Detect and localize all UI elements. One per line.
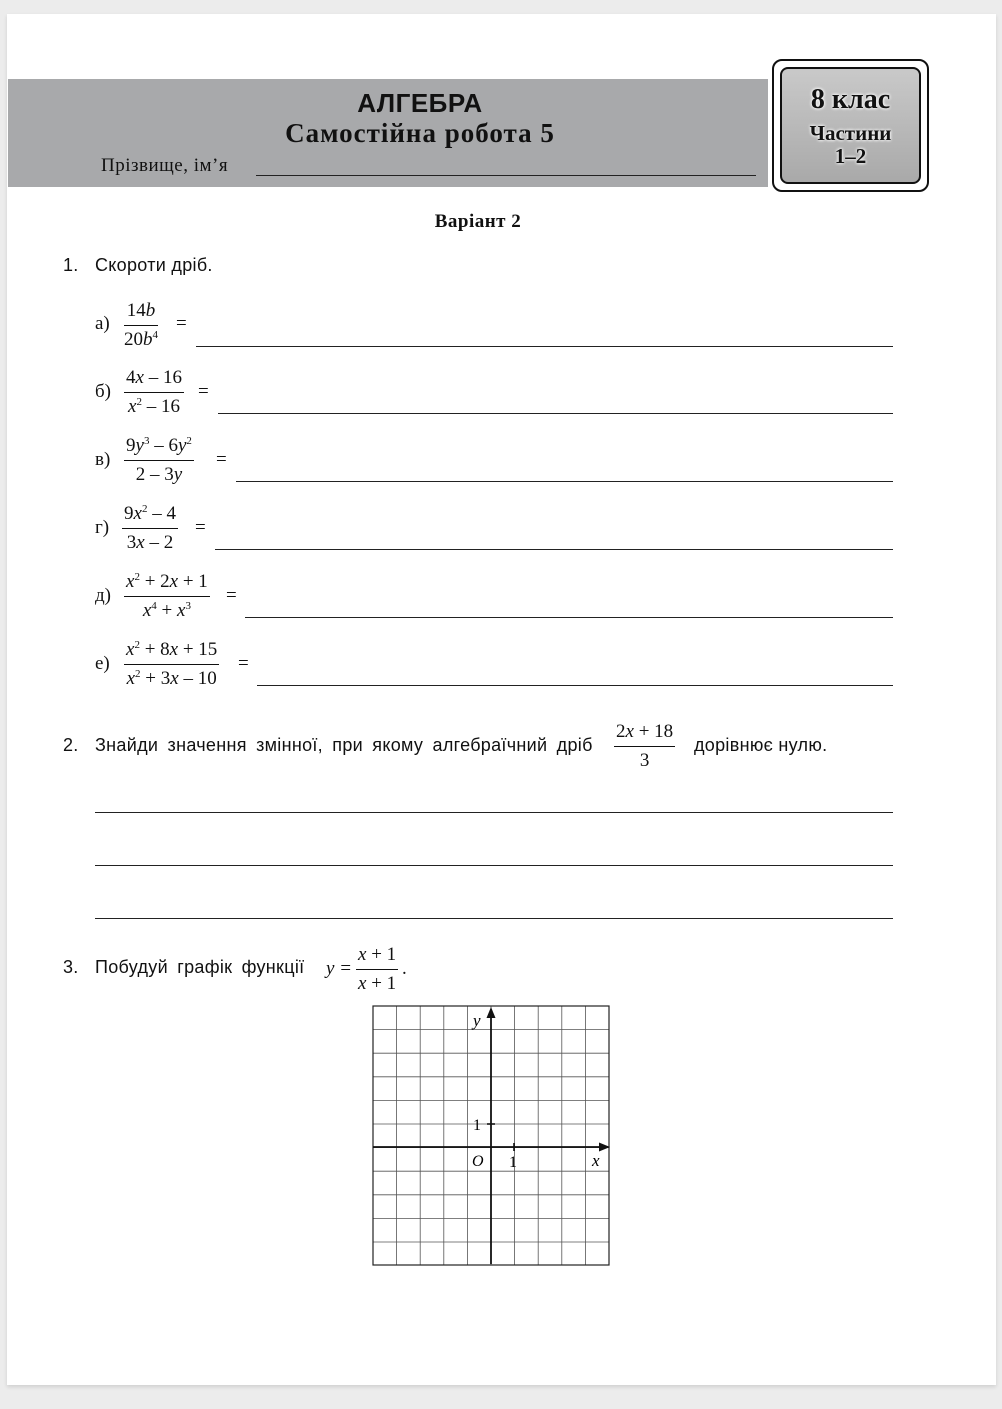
fraction-numerator: [124, 435, 194, 461]
fraction-denominator: [124, 665, 219, 690]
equals-sign: =: [198, 381, 209, 402]
equals-sign: =: [238, 653, 249, 674]
fraction-numerator: [122, 503, 178, 529]
equals-sign: =: [226, 585, 237, 606]
x-axis-arrow-icon: [599, 1143, 610, 1152]
math-expression: $x^2 + 3x - 10$: [126, 668, 217, 689]
task-1e-label: д): [95, 585, 111, 606]
math-expression: $x^2 - 16$: [128, 396, 180, 417]
task-2-fraction: [614, 721, 675, 772]
badge-grade: 8 клас: [810, 84, 891, 115]
math-expression: $x^4 + x^3$: [142, 600, 191, 621]
task-1-number: 1.: [63, 255, 79, 275]
subject-title: АЛГЕБРА: [357, 88, 483, 118]
task-3-text: Побудуй графік функції: [95, 957, 305, 977]
task-2-text-before: Знайди значення змінної, при якому алгебраїчний дріб: [95, 735, 593, 755]
task-3-fraction: [356, 944, 398, 995]
equals-sign: =: [176, 313, 187, 334]
task-1-heading: [63, 255, 213, 276]
task-3-heading: [63, 957, 304, 978]
fraction-denominator: 3: [639, 750, 650, 771]
y-axis-arrow-icon: [487, 1007, 496, 1018]
task-2-answer-line-3[interactable]: [95, 918, 893, 919]
fraction-denominator: [122, 529, 178, 554]
task-1e-fraction: [124, 571, 210, 622]
fraction-numerator: [124, 300, 158, 326]
fraction-numerator: [356, 944, 398, 970]
math-expression: 3x – 2: [126, 532, 174, 553]
task-1d-answer-line[interactable]: [215, 549, 893, 550]
math-expression: x + 1: [358, 944, 397, 965]
fraction-denominator: [124, 393, 184, 418]
task-1a-fraction: [124, 300, 158, 351]
y-tick-label: 1: [473, 1117, 481, 1134]
equals-sign: =: [195, 517, 206, 538]
equals-sign: =: [216, 449, 227, 470]
grade-badge: [772, 59, 929, 192]
task-1b-answer-line[interactable]: [218, 413, 893, 414]
math-expression: 2x + 18: [616, 721, 674, 742]
name-field-line[interactable]: [256, 175, 756, 176]
fraction-denominator: [124, 597, 210, 622]
fraction-denominator: [356, 970, 398, 995]
task-1c-answer-line[interactable]: [236, 481, 893, 482]
fraction-numerator: [124, 571, 210, 597]
task-1f-fraction: [124, 639, 219, 690]
task-3-number: 3.: [63, 957, 79, 977]
task-2-answer-line-2[interactable]: [95, 865, 893, 866]
fraction-denominator: [124, 461, 194, 486]
task-1f-label: е): [95, 653, 110, 674]
task-1b-label: б): [95, 381, 111, 402]
math-expression: 2 – 3y: [135, 464, 183, 485]
task-1f-answer-line[interactable]: [257, 685, 893, 686]
task-2-heading: [63, 735, 593, 756]
task-1c-fraction: [124, 435, 194, 486]
fraction-numerator: [124, 639, 219, 665]
task-2-text-after: дорівнює нулю.: [694, 735, 828, 755]
math-expression: $9y^3 - 6y^2$: [126, 435, 192, 456]
task-1a-label: а): [95, 313, 110, 334]
fraction-denominator: [124, 326, 158, 351]
math-expression: $20b^4$: [124, 329, 158, 350]
math-expression: $9x^2 - 4$: [124, 503, 176, 524]
task-1-text: Скороти дріб.: [95, 255, 213, 275]
work-title: Самостійна робота 5: [285, 118, 555, 148]
math-expression: x + 1: [358, 973, 397, 994]
task-2-answer-line-1[interactable]: [95, 812, 893, 813]
y-axis-label: y: [473, 1011, 481, 1030]
function-lhs: y =: [326, 958, 353, 979]
math-expression: 4x – 16: [126, 367, 182, 388]
x-axis-label: x: [592, 1151, 600, 1170]
fraction-numerator: [124, 367, 184, 393]
task-1d-fraction: [122, 503, 178, 554]
coordinate-grid[interactable]: [372, 1005, 612, 1267]
math-expression: $x^2 + 2x + 1$: [126, 571, 208, 592]
origin-label: O: [472, 1153, 484, 1170]
task-1a-answer-line[interactable]: [196, 346, 893, 347]
math-expression: 14b: [126, 300, 156, 321]
task-1c-label: в): [95, 449, 111, 470]
badge-parts-label: Частини: [809, 121, 892, 145]
variant-title: Варіант 2: [434, 211, 522, 232]
badge-parts-range: 1–2: [834, 144, 867, 168]
math-expression: $x^2 + 8x + 15$: [126, 639, 218, 660]
x-tick-label: 1: [509, 1154, 517, 1171]
name-label: Прізвище, ім’я: [101, 155, 229, 176]
task-1e-answer-line[interactable]: [245, 617, 893, 618]
period: .: [402, 958, 407, 979]
task-2-number: 2.: [63, 735, 79, 755]
task-1b-fraction: [124, 367, 184, 418]
task-1d-label: г): [95, 517, 110, 538]
fraction-numerator: [614, 721, 675, 747]
